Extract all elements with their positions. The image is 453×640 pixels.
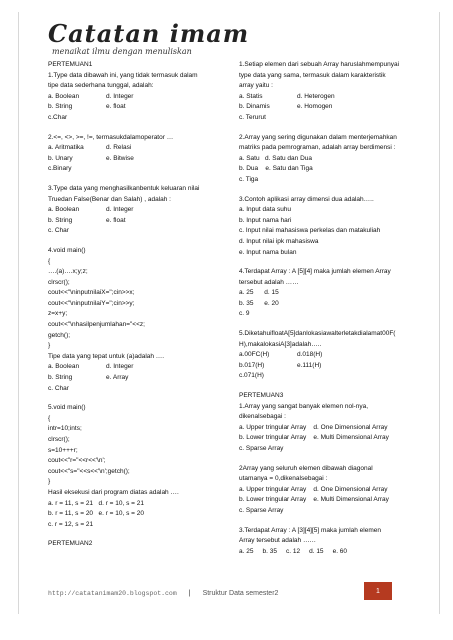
option-text: d. Integer [106,363,134,371]
option-row [48,143,238,154]
text-line: Truedan False(Benar dan Salah) , adalah : [48,195,171,203]
text-line: cout<<"\ninputnilaiX=";cin>>x; [48,289,135,297]
text-line: 2.Array yang sering digunakan dalam menterjemahkan [239,133,397,141]
option-text: e. Homogen [297,103,333,111]
text-line: matriks pada pemrograman, adalah array berdimensi : [239,144,396,152]
text-line: b. 35 e. 20 [239,299,279,307]
option-text: d. Heterogen [297,92,335,100]
text-line: utamanya = 0,dikenalsebagai : [239,475,328,483]
option-row [239,102,429,113]
text-line: a. 25 b. 35 c. 12 d. 15 e. 60 [239,547,348,555]
page-number: 1 [376,587,380,595]
text-line: c.Char [48,113,68,121]
option-text: e. Array [106,374,129,382]
text-line: b. Input nama hari [239,216,292,224]
option-text: a. Boolean [48,206,80,214]
text-line: cout<<"\ninputnilaiY=";cin>>y; [48,299,135,307]
spacer [239,320,429,329]
text-line: 1.Setiap elemen dari sebuah Array haruslahmempunyai [239,61,400,68]
text-line: a. Satu d. Satu dan Dua [239,154,312,162]
option-text: a. Boolean [48,363,80,371]
footer [48,586,380,600]
text-line: cout<<"r="<<r<<'\n'; [48,457,106,465]
text-line: clrscr(); [48,278,70,286]
text-line: 4.Terdapat Array : A [5][4] maka jumlah elemen Array [239,268,391,276]
option-text: a. Aritmatika [48,144,84,152]
text-line: PERTEMUAN1 [48,61,93,68]
logo-subtitle: menaikat ilmu dengan menuliskan [52,47,192,56]
spacer [48,394,238,403]
text-line: } [48,478,51,486]
text-line: c. Tiga [239,175,259,183]
text-line: a. 25 d. 15 [239,289,279,297]
text-line: Tipe data yang tepat untuk (a)adalah …. [48,352,165,360]
spacer [239,382,429,391]
option-text: d.018(H) [297,351,323,359]
text-line: c. Sparse Array [239,506,284,514]
option-text: d. Integer [106,92,134,100]
text-line: a. Input data suhu [239,206,292,214]
text-line: Array tersebut adalah …… [239,537,316,545]
text-line: b. Lower tringular Array e. Multi Dimensional Array [239,496,389,504]
option-row [48,362,238,373]
text-line: 2.<=, <>, >=, !=, termasukdalamoperator … [48,133,174,141]
footer-separator: | [188,589,191,597]
option-text: d. Relasi [106,144,132,152]
page-number-badge [364,582,392,600]
option-row [48,205,238,216]
option-text: b. Dinamis [239,103,270,111]
option-text: b.017(H) [239,361,265,369]
spacer [48,124,238,133]
text-line: 3.Type data yang menghasilkanbentuk keluaran nilai [48,184,200,192]
spacer [239,455,429,464]
text-line: 1.Array yang sangat banyak elemen nol-nya, [239,402,368,410]
option-text: a.00FC(H) [239,351,270,359]
option-row [48,216,238,227]
text-line: s=10+++r; [48,446,78,454]
text-line: H),makalokasiA[3]adalah….. [239,340,322,348]
text-line: 5.void main() [48,404,86,412]
text-line: } [48,342,51,350]
spacer [239,258,429,267]
text-line: c. Char [48,384,69,392]
option-text: e. Bitwise [106,154,134,162]
option-row [48,373,238,384]
option-row [239,350,429,361]
text-line: intr=10;ints; [48,425,82,433]
option-text: a. Statis [239,92,263,100]
text-line: PERTEMUAN3 [239,392,284,400]
option-row [48,92,238,103]
text-line: c. 9 [239,310,250,318]
option-text: b. String [48,216,73,224]
text-line: b. Dua e. Satu dan Tiga [239,165,313,173]
text-line: 5.DiketahuifloatA[5]danlokasiawalterletakdialamat00F( [239,330,396,338]
spacer [239,186,429,195]
text-line: c. Sparse Array [239,445,284,452]
left-column [48,60,238,550]
text-line: 4.void main() [48,246,86,254]
option-text: d. Integer [106,206,134,214]
text-line: d. Input nilai ipk mahasiswa [239,237,319,245]
text-line: type data yang sama, termasuk dalam karakteristik [239,71,386,79]
logo [48,19,250,56]
text-line: c. r = 12, s = 21 [48,520,94,528]
text-line: clrscr(); [48,436,70,443]
spacer [239,517,429,526]
spacer [48,530,238,539]
option-row [239,361,429,372]
spacer [48,175,238,184]
text-line: a. Upper tringular Array d. One Dimensional Array [239,423,388,431]
text-line: 2Array yang seluruh elemen dibawah diagonal [239,464,373,472]
logo-title: Catatan imam [48,19,250,48]
text-line: cout<<"s="<<s<<'\n';getch(); [48,467,130,475]
text-line: tipe data sederhana tunggal, adalah: [48,82,154,90]
text-line: z=x+y; [48,310,68,318]
option-text: e. float [106,216,126,224]
text-line: 3.Contoh aplikasi array dimensi dua adalah….. [239,195,374,203]
spacer [48,237,238,246]
text-line: dikenalsebagai : [239,413,286,421]
text-line: c. Input nilai mahasiswa perkelas dan matakuliah [239,227,381,235]
text-line: PERTEMUAN2 [48,540,93,548]
footer-url[interactable]: http://catatanimam20.blogspot.com [48,589,177,597]
text-line: Hasil eksekusi dari program diatas adalah …. [48,488,179,496]
option-row [48,102,238,113]
text-line: a. r = 11, s = 21 d. r = 10, s = 21 [48,499,144,507]
right-column [239,60,429,557]
text-line: 3.Terdapat Array : A [3][4][5] maka jumlah elemen [239,526,381,534]
text-line: cout<<"\nhasilpenjumlahan="<<z; [48,321,145,329]
option-row [239,92,429,103]
text-line: c. Char [48,227,69,235]
text-line: { [48,257,51,265]
text-line: c.071(H) [239,372,264,380]
option-row [48,154,238,165]
text-line: ….(a)….x;y;z; [48,268,88,276]
option-text: a. Boolean [48,92,80,100]
option-text: e. float [106,103,126,111]
text-line: b. Lower tringular Array e. Multi Dimensional Array [239,434,389,442]
option-text: b. String [48,374,73,382]
text-line: tersebut adalah …… [239,278,299,286]
text-line: 1.Type data dibawah ini, yang tidak termasuk dalam [48,71,198,79]
text-line: b. r = 11, s = 20 e. r = 10, s = 20 [48,510,144,518]
spacer [239,124,429,133]
option-text: e.111(H) [297,361,322,369]
footer-subject: Struktur Data semester2 [202,589,279,597]
text-line: array yaitu : [239,82,273,90]
text-line: c.Binary [48,165,72,173]
option-text: b. String [48,103,73,111]
text-line: { [48,414,51,422]
text-line: getch(); [48,331,71,339]
option-text: b. Unary [48,154,73,162]
text-line: a. Upper tringular Array d. One Dimensional Array [239,485,388,493]
text-line: e. Input nama bulan [239,248,297,256]
text-line: c. Terurut [239,113,266,121]
